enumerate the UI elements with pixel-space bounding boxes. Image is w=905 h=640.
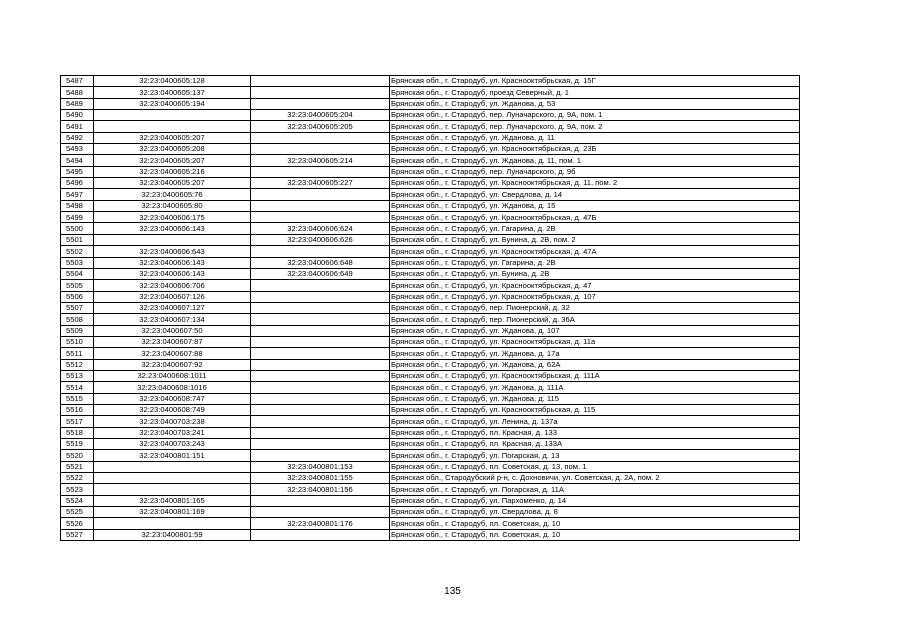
cadastral-number-cell: 32:23:0400608:747: [94, 393, 251, 404]
sub-cadastral-number-cell: [251, 76, 390, 87]
sub-cadastral-number-cell: 32:23:0400605:204: [251, 110, 390, 121]
cadastral-number-cell: 32:23:0400606:143: [94, 223, 251, 234]
cadastral-number-cell: 32:23:0400605:128: [94, 76, 251, 87]
sub-cadastral-number-cell: [251, 212, 390, 223]
row-number-cell: 5487: [61, 76, 94, 87]
table-row: [61, 223, 800, 234]
address-cell: Брянская обл., г. Стародуб, пл. Советская, д. 10: [390, 518, 800, 529]
table-row: [61, 144, 800, 155]
sub-cadastral-number-cell: [251, 144, 390, 155]
row-number-cell: 5494: [61, 155, 94, 166]
registry-body: [61, 76, 800, 541]
address-cell: Брянская обл., г. Стародуб, ул. Краснооктябрьская, д. 11, пом. 2: [390, 178, 800, 189]
table-row: [61, 87, 800, 98]
address-cell: Брянская обл., г. Стародуб, пл. Советская, д. 10: [390, 529, 800, 540]
address-cell: Брянская обл., г. Стародуб, ул. Краснооктябрьская, д. 47: [390, 280, 800, 291]
address-cell: Брянская обл., г. Стародуб, ул. Жданова, д. 11, пом. 1: [390, 155, 800, 166]
table-row: [61, 121, 800, 132]
row-number-cell: 5518: [61, 427, 94, 438]
sub-cadastral-number-cell: 32:23:0400801:156: [251, 484, 390, 495]
table-row: [61, 473, 800, 484]
sub-cadastral-number-cell: [251, 439, 390, 450]
cadastral-number-cell: 32:23:0400607:87: [94, 336, 251, 347]
cadastral-number-cell: [94, 484, 251, 495]
table-row: [61, 132, 800, 143]
row-number-cell: 5512: [61, 359, 94, 370]
table-row: [61, 439, 800, 450]
address-cell: Брянская обл., г. Стародуб, ул. Жданова, д. 115: [390, 393, 800, 404]
address-cell: Брянская обл., г. Стародуб, ул. Свердлова, д. 14: [390, 189, 800, 200]
table-row: [61, 404, 800, 415]
address-cell: Брянская обл., г. Стародуб, ул. Краснооктябрьская, д. 47А: [390, 246, 800, 257]
row-number-cell: 5523: [61, 484, 94, 495]
cadastral-number-cell: [94, 518, 251, 529]
sub-cadastral-number-cell: [251, 427, 390, 438]
table-row: [61, 484, 800, 495]
table-row: [61, 246, 800, 257]
sub-cadastral-number-cell: [251, 450, 390, 461]
sub-cadastral-number-cell: 32:23:0400606:624: [251, 223, 390, 234]
address-cell: Брянская обл., г. Стародуб, ул. Жданова, д. 111А: [390, 382, 800, 393]
sub-cadastral-number-cell: 32:23:0400605:205: [251, 121, 390, 132]
sub-cadastral-number-cell: [251, 98, 390, 109]
table-row: [61, 461, 800, 472]
row-number-cell: 5499: [61, 212, 94, 223]
table-row: [61, 314, 800, 325]
row-number-cell: 5493: [61, 144, 94, 155]
cadastral-number-cell: [94, 473, 251, 484]
cadastral-number-cell: [94, 121, 251, 132]
row-number-cell: 5501: [61, 234, 94, 245]
table-row: [61, 189, 800, 200]
cadastral-number-cell: 32:23:0400607:126: [94, 291, 251, 302]
address-cell: Брянская обл., г. Стародуб, ул. Гагарина, д. 2В: [390, 257, 800, 268]
sub-cadastral-number-cell: [251, 189, 390, 200]
address-cell: Брянская обл., г. Стародуб, ул. Жданова, д. 53: [390, 98, 800, 109]
cadastral-number-cell: 32:23:0400605:76: [94, 189, 251, 200]
address-cell: Брянская обл., г. Стародуб, пер. Луначарского, д. 9А, пом. 1: [390, 110, 800, 121]
table-row: [61, 280, 800, 291]
row-number-cell: 5497: [61, 189, 94, 200]
table-row: [61, 359, 800, 370]
page-number: 135: [444, 586, 461, 597]
table-row: [61, 234, 800, 245]
table-row: [61, 450, 800, 461]
table-row: [61, 110, 800, 121]
sub-cadastral-number-cell: [251, 370, 390, 381]
table-row: [61, 178, 800, 189]
cadastral-number-cell: 32:23:0400606:143: [94, 257, 251, 268]
sub-cadastral-number-cell: [251, 348, 390, 359]
row-number-cell: 5498: [61, 200, 94, 211]
sub-cadastral-number-cell: [251, 382, 390, 393]
address-cell: Брянская обл., г. Стародуб, пер. Пионерский, д. 32: [390, 302, 800, 313]
sub-cadastral-number-cell: [251, 280, 390, 291]
table-row: [61, 382, 800, 393]
row-number-cell: 5503: [61, 257, 94, 268]
sub-cadastral-number-cell: [251, 404, 390, 415]
sub-cadastral-number-cell: 32:23:0400605:214: [251, 155, 390, 166]
cadastral-number-cell: 32:23:0400703:241: [94, 427, 251, 438]
cadastral-number-cell: [94, 461, 251, 472]
sub-cadastral-number-cell: 32:23:0400801:153: [251, 461, 390, 472]
cadastral-number-cell: 32:23:0400605:207: [94, 178, 251, 189]
address-cell: Брянская обл., г. Стародуб, ул. Погарская, д. 11А: [390, 484, 800, 495]
cadastral-number-cell: 32:23:0400608:1016: [94, 382, 251, 393]
sub-cadastral-number-cell: [251, 325, 390, 336]
cadastral-number-cell: 32:23:0400607:134: [94, 314, 251, 325]
address-cell: Брянская обл., г. Стародуб, ул. Краснооктябрьская, д. 11а: [390, 336, 800, 347]
sub-cadastral-number-cell: [251, 200, 390, 211]
table-row: [61, 268, 800, 279]
row-number-cell: 5496: [61, 178, 94, 189]
row-number-cell: 5509: [61, 325, 94, 336]
address-cell: Брянская обл., г. Стародуб, ул. Жданова, д. 62А: [390, 359, 800, 370]
sub-cadastral-number-cell: 32:23:0400801:155: [251, 473, 390, 484]
sub-cadastral-number-cell: [251, 246, 390, 257]
table-row: [61, 370, 800, 381]
cadastral-number-cell: 32:23:0400607:92: [94, 359, 251, 370]
address-cell: Брянская обл., г. Стародуб, пер. Луначарского, д. 9А, пом. 2: [390, 121, 800, 132]
sub-cadastral-number-cell: [251, 87, 390, 98]
address-cell: Брянская обл., г. Стародуб, ул. Краснооктябрьская, д. 47Б: [390, 212, 800, 223]
table-row: [61, 336, 800, 347]
sub-cadastral-number-cell: [251, 416, 390, 427]
table-row: [61, 302, 800, 313]
sub-cadastral-number-cell: [251, 507, 390, 518]
address-cell: Брянская обл., г. Стародуб, пер. Луначарского, д. 9б: [390, 166, 800, 177]
sub-cadastral-number-cell: [251, 529, 390, 540]
table-row: [61, 325, 800, 336]
cadastral-number-cell: 32:23:0400606:175: [94, 212, 251, 223]
row-number-cell: 5527: [61, 529, 94, 540]
cadastral-number-cell: 32:23:0400605:80: [94, 200, 251, 211]
sub-cadastral-number-cell: 32:23:0400605:227: [251, 178, 390, 189]
cadastral-number-cell: 32:23:0400607:127: [94, 302, 251, 313]
table-row: [61, 200, 800, 211]
row-number-cell: 5490: [61, 110, 94, 121]
address-cell: Брянская обл., г. Стародуб, ул. Краснооктябрьская, д. 107: [390, 291, 800, 302]
table-row: [61, 507, 800, 518]
sub-cadastral-number-cell: [251, 291, 390, 302]
table-row: [61, 529, 800, 540]
row-number-cell: 5510: [61, 336, 94, 347]
registry-table: [60, 75, 800, 541]
row-number-cell: 5524: [61, 495, 94, 506]
table-row: [61, 257, 800, 268]
address-cell: Брянская обл., г. Стародуб, ул. Свердлова, д. 8: [390, 507, 800, 518]
address-cell: Брянская обл., г. Стародуб, ул. Краснооктябрьская, д. 15Г: [390, 76, 800, 87]
sub-cadastral-number-cell: [251, 393, 390, 404]
address-cell: Брянская обл., г. Стародуб, пл. Красная, д. 133А: [390, 439, 800, 450]
row-number-cell: 5516: [61, 404, 94, 415]
address-cell: Брянская обл., г. Стародуб, ул. Жданова, д. 15: [390, 200, 800, 211]
sub-cadastral-number-cell: [251, 495, 390, 506]
row-number-cell: 5514: [61, 382, 94, 393]
row-number-cell: 5508: [61, 314, 94, 325]
sub-cadastral-number-cell: [251, 302, 390, 313]
address-cell: Брянская обл., г. Стародуб, ул. Гагарина, д. 2В: [390, 223, 800, 234]
cadastral-number-cell: 32:23:0400606:706: [94, 280, 251, 291]
sub-cadastral-number-cell: [251, 314, 390, 325]
sub-cadastral-number-cell: [251, 336, 390, 347]
cadastral-number-cell: 32:23:0400606:643: [94, 246, 251, 257]
row-number-cell: 5506: [61, 291, 94, 302]
address-cell: Брянская обл., г. Стародуб, ул. Бунина, д. 2В: [390, 268, 800, 279]
cadastral-number-cell: [94, 234, 251, 245]
row-number-cell: 5505: [61, 280, 94, 291]
row-number-cell: 5488: [61, 87, 94, 98]
row-number-cell: 5517: [61, 416, 94, 427]
table-row: [61, 427, 800, 438]
sub-cadastral-number-cell: [251, 166, 390, 177]
row-number-cell: 5526: [61, 518, 94, 529]
table-row: [61, 348, 800, 359]
sub-cadastral-number-cell: [251, 359, 390, 370]
sub-cadastral-number-cell: 32:23:0400606:626: [251, 234, 390, 245]
row-number-cell: 5513: [61, 370, 94, 381]
cadastral-number-cell: 32:23:0400608:749: [94, 404, 251, 415]
address-cell: Брянская обл., г. Стародуб, ул. Погарская, д. 13: [390, 450, 800, 461]
row-number-cell: 5507: [61, 302, 94, 313]
table-row: [61, 76, 800, 87]
row-number-cell: 5502: [61, 246, 94, 257]
table-row: [61, 291, 800, 302]
cadastral-number-cell: 32:23:0400605:207: [94, 155, 251, 166]
table-row: [61, 518, 800, 529]
cadastral-number-cell: 32:23:0400607:88: [94, 348, 251, 359]
row-number-cell: 5500: [61, 223, 94, 234]
row-number-cell: 5511: [61, 348, 94, 359]
cadastral-number-cell: 32:23:0400801:151: [94, 450, 251, 461]
table-row: [61, 393, 800, 404]
address-cell: Брянская обл., г. Стародуб, ул. Пархоменко, д. 14: [390, 495, 800, 506]
row-number-cell: 5522: [61, 473, 94, 484]
cadastral-number-cell: 32:23:0400605:194: [94, 98, 251, 109]
address-cell: Брянская обл., г. Стародуб, ул. Ленина, д. 137а: [390, 416, 800, 427]
table-row: [61, 166, 800, 177]
table-row: [61, 416, 800, 427]
row-number-cell: 5520: [61, 450, 94, 461]
sub-cadastral-number-cell: 32:23:0400606:648: [251, 257, 390, 268]
cadastral-number-cell: 32:23:0400801:165: [94, 495, 251, 506]
address-cell: Брянская обл., г. Стародуб, ул. Краснооктябрьская, д. 115: [390, 404, 800, 415]
row-number-cell: 5491: [61, 121, 94, 132]
cadastral-number-cell: 32:23:0400608:1011: [94, 370, 251, 381]
cadastral-number-cell: 32:23:0400605:216: [94, 166, 251, 177]
address-cell: Брянская обл., г. Стародуб, ул. Жданова, д. 17а: [390, 348, 800, 359]
row-number-cell: 5525: [61, 507, 94, 518]
row-number-cell: 5519: [61, 439, 94, 450]
row-number-cell: 5489: [61, 98, 94, 109]
cadastral-number-cell: 32:23:0400605:207: [94, 132, 251, 143]
cadastral-number-cell: 32:23:0400801:59: [94, 529, 251, 540]
sub-cadastral-number-cell: 32:23:0400801:176: [251, 518, 390, 529]
address-cell: Брянская обл., г. Стародуб, пл. Красная, д. 133: [390, 427, 800, 438]
address-cell: Брянская обл., г. Стародуб, пер. Пионерский, д. 36А: [390, 314, 800, 325]
sub-cadastral-number-cell: 32:23:0400606:649: [251, 268, 390, 279]
address-cell: Брянская обл., Стародубский р-н, с. Дохновичи, ул. Советская, д. 2А, пом. 2: [390, 473, 800, 484]
address-cell: Брянская обл., г. Стародуб, проезд Северный, д. 1: [390, 87, 800, 98]
address-cell: Брянская обл., г. Стародуб, ул. Жданова, д. 11: [390, 132, 800, 143]
cadastral-number-cell: 32:23:0400703:243: [94, 439, 251, 450]
address-cell: Брянская обл., г. Стародуб, ул. Бунина, д. 2В, пом. 2: [390, 234, 800, 245]
cadastral-number-cell: 32:23:0400605:137: [94, 87, 251, 98]
cadastral-number-cell: 32:23:0400607:50: [94, 325, 251, 336]
table-row: [61, 495, 800, 506]
row-number-cell: 5492: [61, 132, 94, 143]
row-number-cell: 5495: [61, 166, 94, 177]
address-cell: Брянская обл., г. Стародуб, ул. Краснооктябрьская, д. 23Б: [390, 144, 800, 155]
row-number-cell: 5515: [61, 393, 94, 404]
cadastral-number-cell: 32:23:0400606:143: [94, 268, 251, 279]
address-cell: Брянская обл., г. Стародуб, ул. Краснооктябрьская, д. 111А: [390, 370, 800, 381]
cadastral-number-cell: [94, 110, 251, 121]
cadastral-number-cell: 32:23:0400703:238: [94, 416, 251, 427]
address-cell: Брянская обл., г. Стародуб, ул. Жданова, д. 107: [390, 325, 800, 336]
row-number-cell: 5504: [61, 268, 94, 279]
row-number-cell: 5521: [61, 461, 94, 472]
sub-cadastral-number-cell: [251, 132, 390, 143]
table-row: [61, 155, 800, 166]
address-cell: Брянская обл., г. Стародуб, пл. Советская, д. 13, пом. 1: [390, 461, 800, 472]
table-row: [61, 98, 800, 109]
cadastral-number-cell: 32:23:0400605:208: [94, 144, 251, 155]
table-row: [61, 212, 800, 223]
cadastral-number-cell: 32:23:0400801:169: [94, 507, 251, 518]
